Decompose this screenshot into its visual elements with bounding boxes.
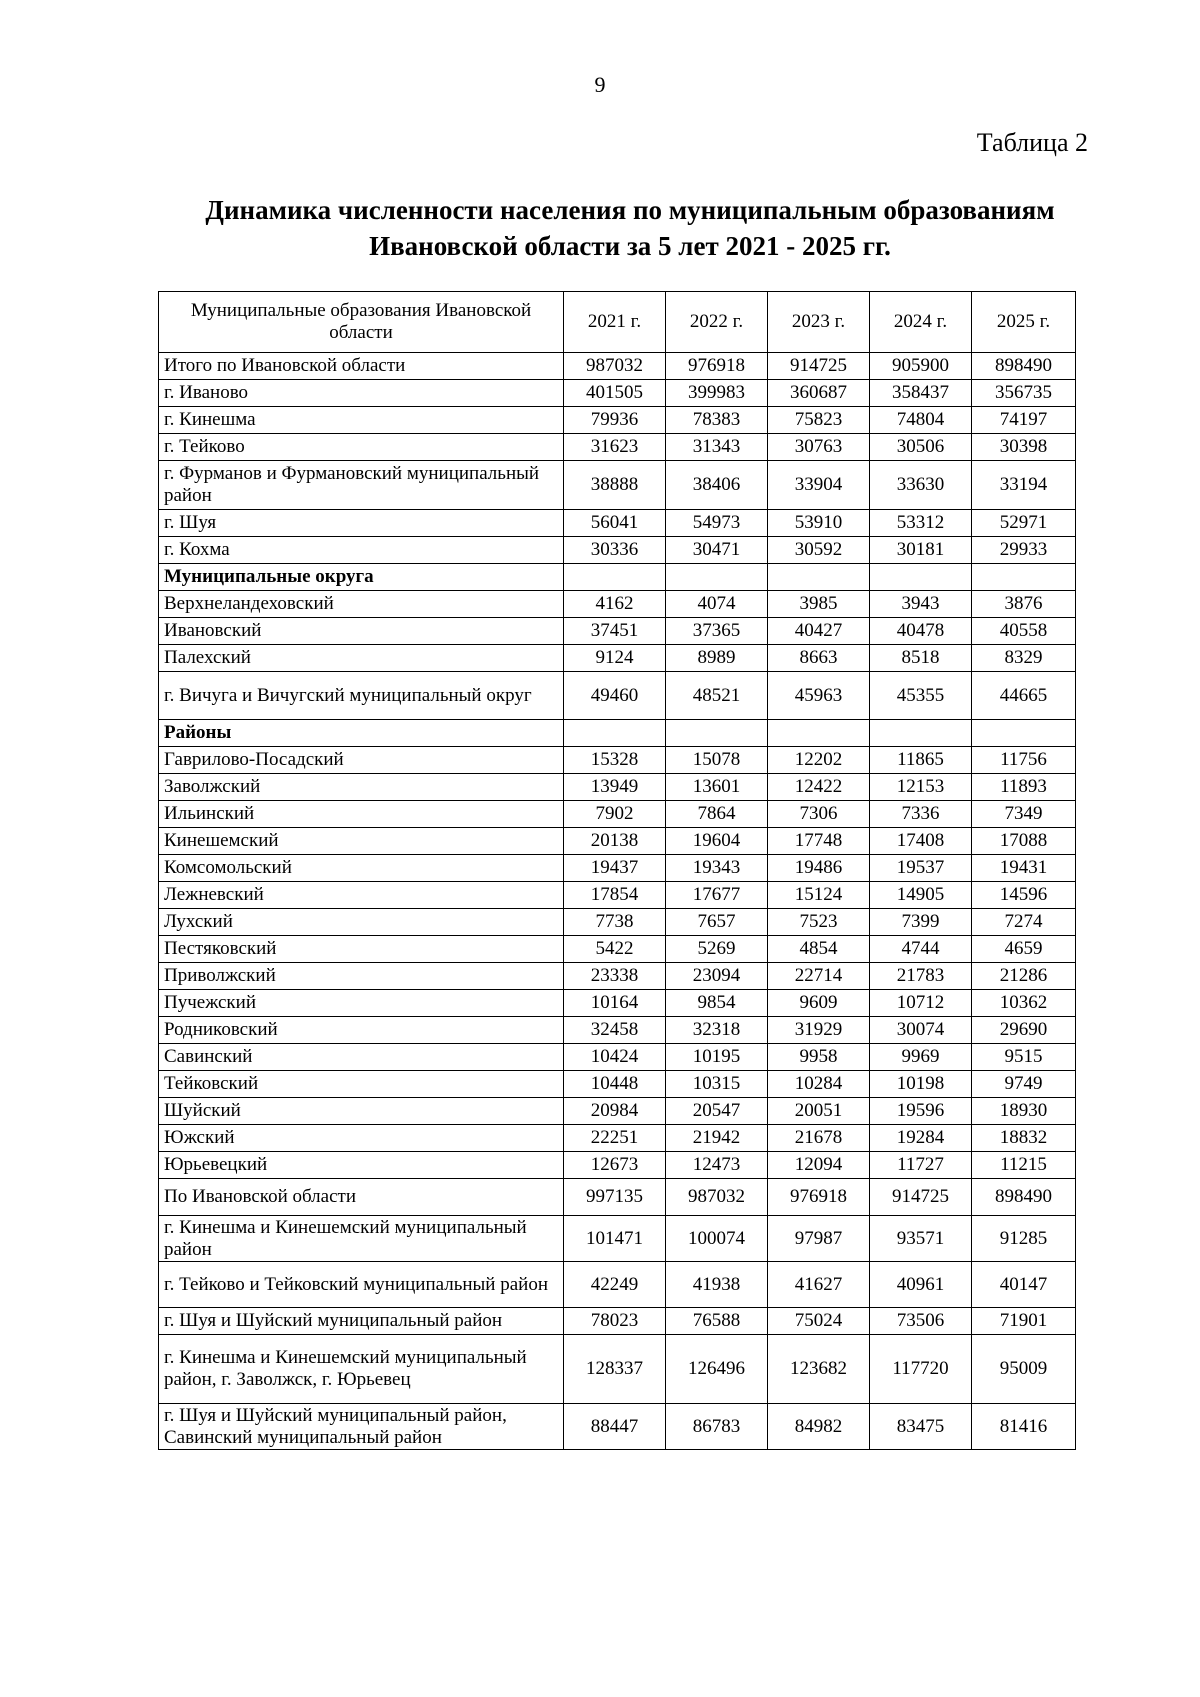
population-value: 9854 [666,990,768,1017]
population-value: 29933 [972,537,1076,564]
population-value: 74197 [972,407,1076,434]
population-value: 7349 [972,801,1076,828]
population-value: 52971 [972,510,1076,537]
population-value: 17088 [972,828,1076,855]
municipality-name: г. Фурманов и Фурмановский муниципальный район [159,461,564,510]
population-value: 30763 [768,434,870,461]
table-caption: Таблица 2 [976,128,1088,157]
population-value: 74804 [870,407,972,434]
population-value: 15124 [768,882,870,909]
population-value: 9515 [972,1044,1076,1071]
table-row [159,963,1076,990]
table-row [159,407,1076,434]
population-value: 19437 [564,855,666,882]
population-table [158,291,1076,1450]
population-value: 3876 [972,591,1076,618]
population-value: 37451 [564,618,666,645]
population-value: 976918 [768,1179,870,1216]
population-value: 8989 [666,645,768,672]
population-value: 75024 [768,1308,870,1335]
table-row [159,353,1076,380]
municipality-name: Гаврилово-Посадский [159,747,564,774]
population-value: 15328 [564,747,666,774]
population-value: 356735 [972,380,1076,407]
population-value: 97987 [768,1216,870,1262]
table-row [159,774,1076,801]
table-row [159,1098,1076,1125]
population-value: 93571 [870,1216,972,1262]
municipality-name: Палехский [159,645,564,672]
population-value: 10284 [768,1071,870,1098]
population-value: 9749 [972,1071,1076,1098]
table-row [159,1152,1076,1179]
population-value: 905900 [870,353,972,380]
population-value: 4744 [870,936,972,963]
population-value: 12673 [564,1152,666,1179]
population-value: 9958 [768,1044,870,1071]
population-value: 4074 [666,591,768,618]
column-header-year: 2021 г. [564,292,666,353]
population-value: 48521 [666,672,768,720]
table-body [159,353,1076,1450]
population-value: 22251 [564,1125,666,1152]
population-value: 32458 [564,1017,666,1044]
population-value: 117720 [870,1335,972,1404]
population-value: 11756 [972,747,1076,774]
municipality-name: Лежневский [159,882,564,909]
population-value: 13949 [564,774,666,801]
population-value [666,720,768,747]
municipality-name: Тейковский [159,1071,564,1098]
population-value [564,720,666,747]
population-value: 7657 [666,909,768,936]
municipality-name: г. Кохма [159,537,564,564]
municipality-name: Савинский [159,1044,564,1071]
population-value [972,720,1076,747]
population-value: 30398 [972,434,1076,461]
population-value: 10424 [564,1044,666,1071]
population-value: 33194 [972,461,1076,510]
population-value: 81416 [972,1404,1076,1450]
population-value: 23338 [564,963,666,990]
population-value: 17748 [768,828,870,855]
table-row [159,537,1076,564]
table-section-row [159,720,1076,747]
population-value: 29690 [972,1017,1076,1044]
population-value [768,720,870,747]
population-value [564,564,666,591]
population-value: 40558 [972,618,1076,645]
population-value: 8663 [768,645,870,672]
document-title-line-2: Ивановской области за 5 лет 2021 - 2025 гг. [369,231,891,261]
population-value: 21678 [768,1125,870,1152]
population-value: 33904 [768,461,870,510]
table-row [159,618,1076,645]
table-row [159,801,1076,828]
population-value: 10712 [870,990,972,1017]
population-value: 10195 [666,1044,768,1071]
table-row [159,909,1076,936]
column-header-year: 2023 г. [768,292,870,353]
population-value: 11893 [972,774,1076,801]
population-value: 78023 [564,1308,666,1335]
population-value: 17854 [564,882,666,909]
population-value: 30471 [666,537,768,564]
municipality-name: г. Кинешма и Кинешемский муниципальный район, г. Заволжск, г. Юрьевец [159,1335,564,1404]
population-value: 79936 [564,407,666,434]
population-value: 14596 [972,882,1076,909]
municipality-name: г. Шуя и Шуйский муниципальный район, Савинский муниципальный район [159,1404,564,1450]
population-value: 5422 [564,936,666,963]
table-row [159,1044,1076,1071]
population-value: 32318 [666,1017,768,1044]
population-value: 19284 [870,1125,972,1152]
page-number: 9 [594,72,606,97]
municipality-name: Заволжский [159,774,564,801]
population-value: 19486 [768,855,870,882]
table-row [159,828,1076,855]
population-value: 40961 [870,1262,972,1308]
population-value: 56041 [564,510,666,537]
municipality-name: г. Вичуга и Вичугский муниципальный округ [159,672,564,720]
population-value: 9969 [870,1044,972,1071]
population-value: 7336 [870,801,972,828]
municipality-name: г. Шуя и Шуйский муниципальный район [159,1308,564,1335]
population-value: 20547 [666,1098,768,1125]
municipality-name: г. Кинешма и Кинешемский муниципальный район [159,1216,564,1262]
population-value: 53312 [870,510,972,537]
population-value: 19537 [870,855,972,882]
population-value: 10315 [666,1071,768,1098]
municipality-name: Ильинский [159,801,564,828]
population-value: 7306 [768,801,870,828]
table-row [159,672,1076,720]
population-value: 20138 [564,828,666,855]
population-value: 22714 [768,963,870,990]
table-row [159,1404,1076,1450]
population-value: 88447 [564,1404,666,1450]
population-value: 86783 [666,1404,768,1450]
population-value: 9124 [564,645,666,672]
population-value: 8518 [870,645,972,672]
population-value: 11727 [870,1152,972,1179]
population-value: 21286 [972,963,1076,990]
population-value: 20051 [768,1098,870,1125]
municipality-name: Лухский [159,909,564,936]
population-value: 126496 [666,1335,768,1404]
population-value: 17677 [666,882,768,909]
table-row [159,1262,1076,1308]
population-value: 17408 [870,828,972,855]
population-value: 997135 [564,1179,666,1216]
population-value: 914725 [768,353,870,380]
population-value: 128337 [564,1335,666,1404]
population-value: 83475 [870,1404,972,1450]
table-row [159,855,1076,882]
population-value: 30181 [870,537,972,564]
table-header-row [159,292,1076,353]
population-value [666,564,768,591]
population-value: 41938 [666,1262,768,1308]
population-value: 19343 [666,855,768,882]
population-value: 78383 [666,407,768,434]
table-row [159,990,1076,1017]
population-value: 40478 [870,618,972,645]
population-value: 19604 [666,828,768,855]
table-row [159,1216,1076,1262]
table-row [159,434,1076,461]
population-value: 360687 [768,380,870,407]
table-row [159,1179,1076,1216]
population-value: 15078 [666,747,768,774]
population-value: 7399 [870,909,972,936]
population-value: 18832 [972,1125,1076,1152]
municipality-name: Комсомольский [159,855,564,882]
section-heading: Муниципальные округа [159,564,564,591]
population-value: 49460 [564,672,666,720]
population-value [870,564,972,591]
table-row [159,1335,1076,1404]
population-value: 12153 [870,774,972,801]
table-row [159,1017,1076,1044]
population-value: 30336 [564,537,666,564]
population-value: 91285 [972,1216,1076,1262]
population-value: 76588 [666,1308,768,1335]
population-value: 19596 [870,1098,972,1125]
population-value: 12202 [768,747,870,774]
municipality-name: г. Кинешма [159,407,564,434]
population-value: 41627 [768,1262,870,1308]
document-title-line-1: Динамика численности населения по муниципальным образованиям [205,195,1055,225]
column-header-year: 2024 г. [870,292,972,353]
municipality-name: Родниковский [159,1017,564,1044]
table-row [159,510,1076,537]
document-title [0,192,1200,264]
population-value: 71901 [972,1308,1076,1335]
population-value: 20984 [564,1098,666,1125]
population-value: 37365 [666,618,768,645]
population-value: 33630 [870,461,972,510]
table-row [159,461,1076,510]
population-value: 100074 [666,1216,768,1262]
column-header-year: 2022 г. [666,292,768,353]
population-value: 31623 [564,434,666,461]
population-value: 7523 [768,909,870,936]
population-value [972,564,1076,591]
section-heading: Районы [159,720,564,747]
municipality-name: Верхнеландеховский [159,591,564,618]
population-value: 7738 [564,909,666,936]
population-value: 987032 [564,353,666,380]
population-value: 12422 [768,774,870,801]
population-value: 13601 [666,774,768,801]
municipality-name: Южский [159,1125,564,1152]
municipality-name: Ивановский [159,618,564,645]
column-header-municipality: Муниципальные образования Ивановской области [159,292,564,353]
population-value: 10362 [972,990,1076,1017]
population-value: 95009 [972,1335,1076,1404]
population-value: 7902 [564,801,666,828]
population-value: 45963 [768,672,870,720]
population-value: 4854 [768,936,870,963]
population-value: 18930 [972,1098,1076,1125]
population-value: 73506 [870,1308,972,1335]
population-value: 44665 [972,672,1076,720]
population-value: 45355 [870,672,972,720]
population-value: 54973 [666,510,768,537]
population-value: 8329 [972,645,1076,672]
population-value: 123682 [768,1335,870,1404]
population-value: 976918 [666,353,768,380]
population-value: 21783 [870,963,972,990]
population-value: 30506 [870,434,972,461]
population-value: 10164 [564,990,666,1017]
table-row [159,747,1076,774]
population-value [870,720,972,747]
population-value: 12094 [768,1152,870,1179]
population-value: 987032 [666,1179,768,1216]
municipality-name: г. Шуя [159,510,564,537]
population-value: 19431 [972,855,1076,882]
population-value: 12473 [666,1152,768,1179]
population-value: 84982 [768,1404,870,1450]
table-row [159,380,1076,407]
population-value: 4659 [972,936,1076,963]
municipality-name: г. Тейково [159,434,564,461]
population-value: 3985 [768,591,870,618]
population-value: 21942 [666,1125,768,1152]
population-value: 11865 [870,747,972,774]
municipality-name: Юрьевецкий [159,1152,564,1179]
population-value: 53910 [768,510,870,537]
municipality-name: По Ивановской области [159,1179,564,1216]
population-value: 30592 [768,537,870,564]
population-value: 4162 [564,591,666,618]
municipality-name: Приволжский [159,963,564,990]
population-value: 30074 [870,1017,972,1044]
population-value: 42249 [564,1262,666,1308]
table-row [159,591,1076,618]
population-value: 10448 [564,1071,666,1098]
population-value: 10198 [870,1071,972,1098]
population-value: 9609 [768,990,870,1017]
population-value [768,564,870,591]
population-value: 40147 [972,1262,1076,1308]
population-value: 31929 [768,1017,870,1044]
municipality-name: Шуйский [159,1098,564,1125]
population-value: 914725 [870,1179,972,1216]
municipality-name: г. Иваново [159,380,564,407]
population-value: 399983 [666,380,768,407]
population-value: 31343 [666,434,768,461]
population-value: 40427 [768,618,870,645]
population-value: 401505 [564,380,666,407]
municipality-name: Кинешемский [159,828,564,855]
municipality-name: Пучежский [159,990,564,1017]
population-value: 3943 [870,591,972,618]
population-value: 898490 [972,353,1076,380]
table-section-row [159,564,1076,591]
table-row [159,1125,1076,1152]
table-row [159,936,1076,963]
population-value: 358437 [870,380,972,407]
table-row [159,645,1076,672]
population-value: 14905 [870,882,972,909]
population-value: 898490 [972,1179,1076,1216]
population-value: 23094 [666,963,768,990]
population-value: 5269 [666,936,768,963]
table-row [159,882,1076,909]
population-value: 75823 [768,407,870,434]
population-value: 11215 [972,1152,1076,1179]
population-value: 38406 [666,461,768,510]
column-header-year: 2025 г. [972,292,1076,353]
municipality-name: г. Тейково и Тейковский муниципальный район [159,1262,564,1308]
table-row [159,1308,1076,1335]
population-value: 101471 [564,1216,666,1262]
population-value: 7864 [666,801,768,828]
population-value: 38888 [564,461,666,510]
municipality-name: Пестяковский [159,936,564,963]
table-row [159,1071,1076,1098]
municipality-name: Итого по Ивановской области [159,353,564,380]
population-value: 7274 [972,909,1076,936]
